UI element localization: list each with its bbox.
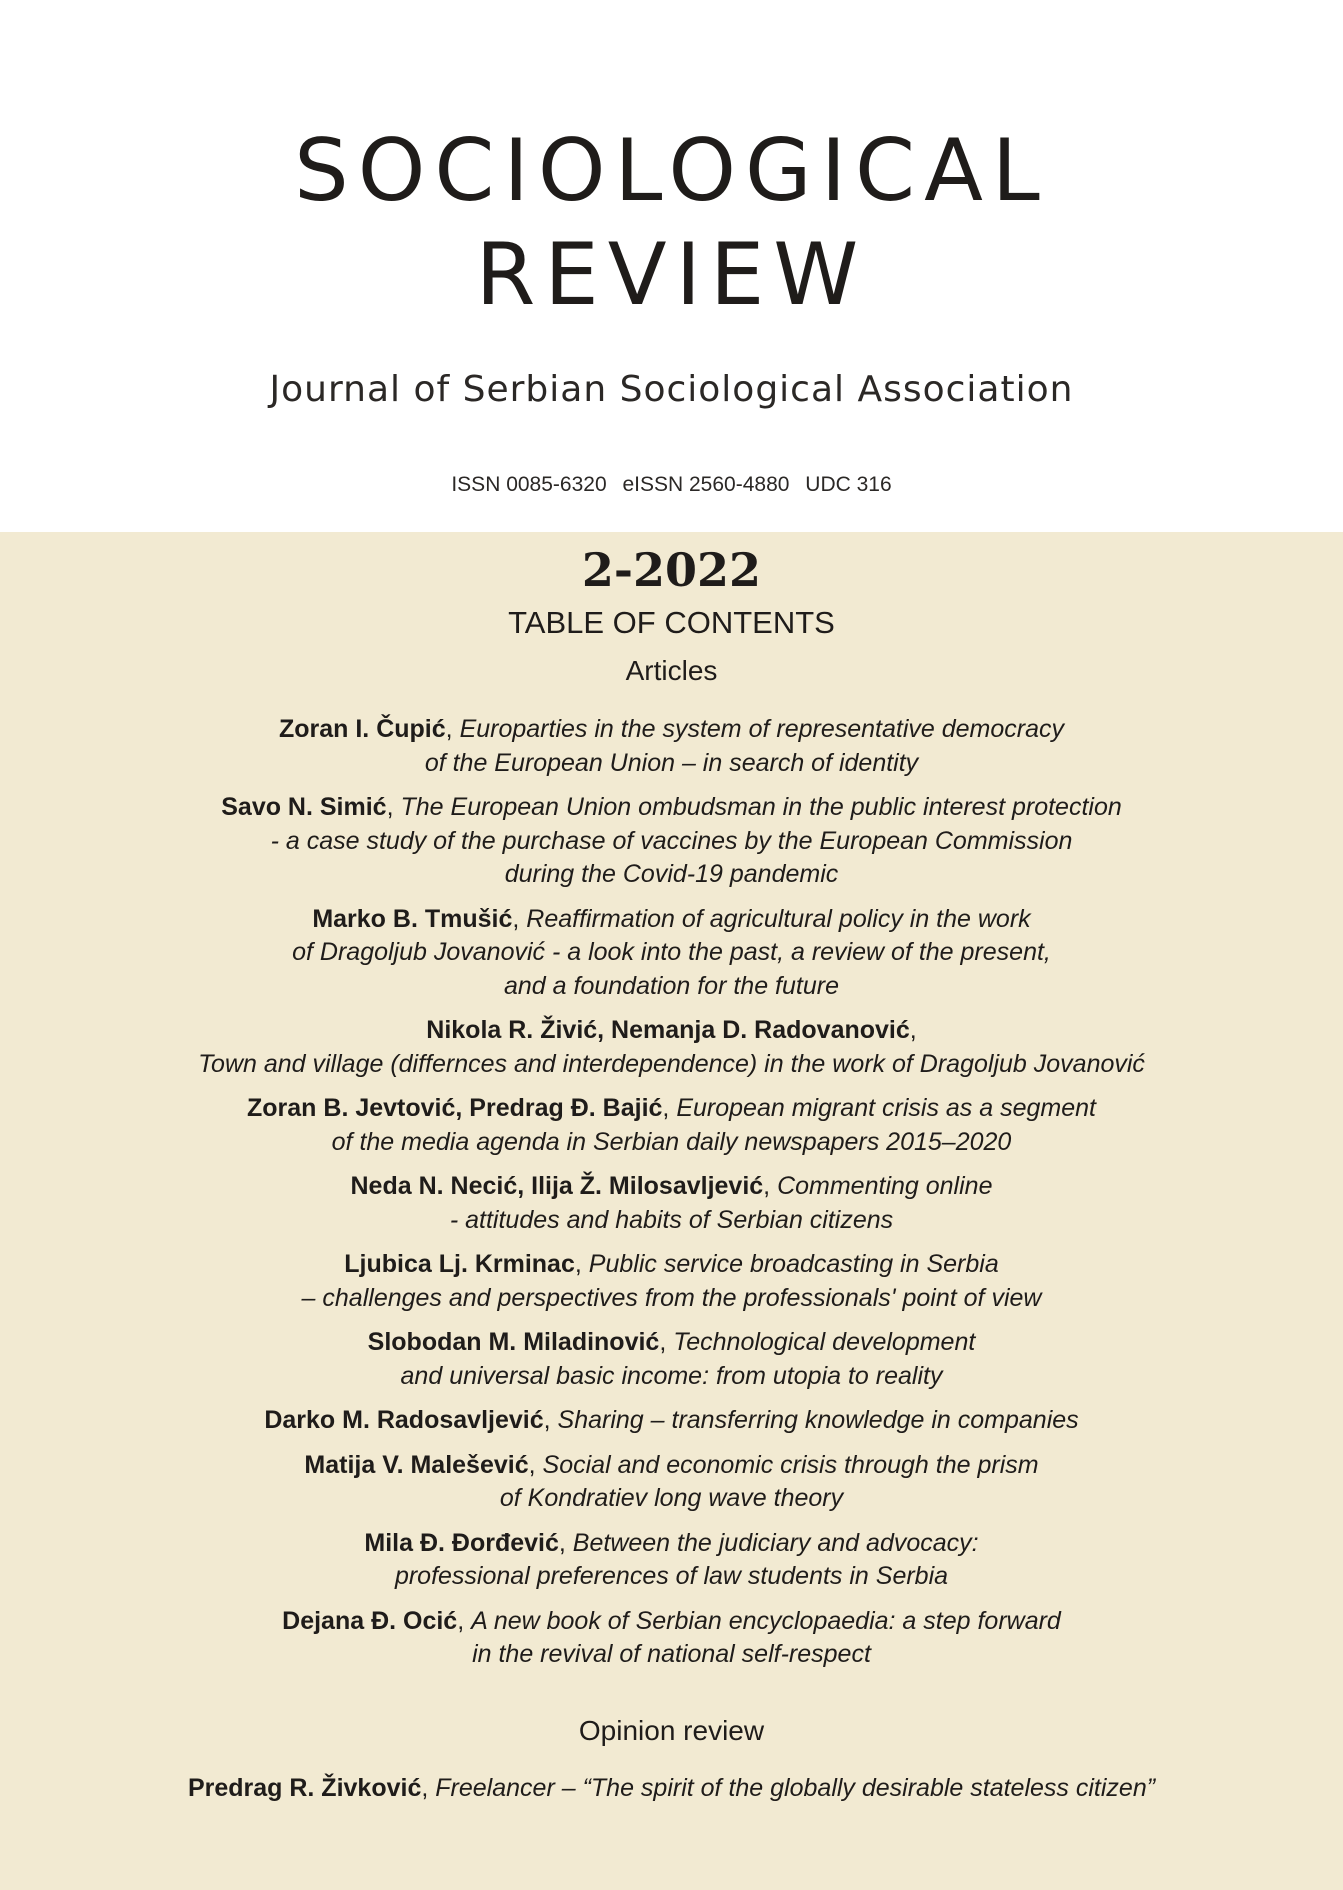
articles-list xyxy=(60,713,1283,1683)
article-title-line1: The European Union ombudsman in the public interest protection xyxy=(400,793,1122,821)
article-title-line1: Europarties in the system of representative democracy xyxy=(459,715,1065,743)
article-author: Zoran B. Jevtović, Predrag Đ. Bajić xyxy=(247,1094,663,1122)
issue-number: 2-2022 xyxy=(581,543,762,597)
article-author: Slobodan M. Miladinović xyxy=(367,1328,660,1356)
article-entry xyxy=(60,1449,1283,1516)
article-entry xyxy=(60,1527,1283,1594)
article-title-line2: and universal basic income: from utopia to reality xyxy=(400,1361,943,1390)
article-entry xyxy=(60,1605,1283,1672)
article-separator: , xyxy=(386,793,401,821)
opinion-entry xyxy=(40,1772,1303,1806)
journal-subtitle: Journal of Serbian Sociological Association xyxy=(269,369,1074,410)
journal-title-line2: REVIEW xyxy=(475,225,868,325)
article-entry xyxy=(60,1092,1283,1159)
article-entry xyxy=(60,903,1283,1004)
article-entry xyxy=(60,1170,1283,1237)
article-separator: , xyxy=(528,1450,543,1479)
article-title-line1: Sharing – transferring knowledge in companies xyxy=(557,1406,1079,1434)
article-separator: , xyxy=(909,1016,917,1044)
article-title-line3: during the Covid-19 pandemic xyxy=(504,860,839,888)
article-title-line3: and a foundation for the future xyxy=(504,971,839,1000)
article-title-line1: Reaffirmation of agricultural policy in the work xyxy=(526,904,1031,933)
article-separator: , xyxy=(574,1250,589,1278)
articles-label: Articles xyxy=(625,655,718,686)
article-entry xyxy=(60,1248,1283,1315)
article-title-line1: A new book of Serbian encyclopaedia: a step forward xyxy=(471,1606,1061,1635)
article-author: Darko M. Radosavljević xyxy=(264,1406,544,1434)
article-entry xyxy=(60,1404,1283,1438)
article-author: Marko B. Tmušić xyxy=(312,904,513,933)
udc: UDC 316 xyxy=(805,473,892,496)
article-author: Neda N. Necić, Ilija Ž. Milosavljević xyxy=(350,1172,764,1200)
article-separator: , xyxy=(558,1528,573,1557)
article-title-line2: - attitudes and habits of Serbian citizens xyxy=(449,1205,894,1234)
article-separator: , xyxy=(512,904,527,933)
article-separator: , xyxy=(543,1406,558,1434)
article-title-line1: Between the judiciary and advocacy: xyxy=(572,1528,979,1557)
article-separator: , xyxy=(662,1094,677,1122)
article-title-line2: Town and village (differnces and interdependence) in the work of Dragoljub Jovanović xyxy=(198,1049,1145,1078)
journal-title-line1: SOCIOLOGICAL xyxy=(294,121,1049,221)
article-author: Nikola R. Živić, Nemanja D. Radovanović xyxy=(426,1016,910,1044)
article-author: Zoran I. Čupić xyxy=(278,715,446,743)
article-entry xyxy=(60,1326,1283,1393)
article-title-line1: Technological development xyxy=(673,1328,976,1356)
article-author: Mila Đ. Đorđević xyxy=(364,1528,559,1557)
article-author: Dejana Đ. Ocić xyxy=(282,1606,458,1635)
eissn: eISSN 2560-4880 xyxy=(622,473,790,496)
article-title-line2: of the media agenda in Serbian daily newspapers 2015–2020 xyxy=(331,1127,1012,1156)
article-title-line2: – challenges and perspectives from the professionals' point of view xyxy=(301,1283,1042,1312)
article-title-line1: European migrant crisis as a segment xyxy=(676,1094,1096,1122)
article-entry xyxy=(60,791,1283,892)
article-entry xyxy=(60,1014,1283,1081)
article-separator: , xyxy=(659,1328,674,1356)
article-title-line2: of Dragoljub Jovanović - a look into the past, a review of the present, xyxy=(292,938,1051,966)
article-author: Ljubica Lj. Krminac xyxy=(344,1250,575,1278)
article-author: Savo N. Simić xyxy=(221,793,387,821)
opinion-title: Freelancer – “The spirit of the globally desirable stateless citizen” xyxy=(435,1774,1156,1802)
article-title-line1: Commenting online xyxy=(777,1172,993,1200)
opinion-list xyxy=(40,1772,1303,1817)
article-title-line1: Public service broadcasting in Serbia xyxy=(588,1250,999,1278)
cover-header xyxy=(0,0,1343,532)
article-separator: , xyxy=(457,1606,472,1635)
article-entry xyxy=(60,713,1283,780)
toc-heading: TABLE OF CONTENTS xyxy=(508,605,835,640)
issn-line xyxy=(0,473,1343,497)
article-title-line2: professional preferences of law students in Serbia xyxy=(394,1562,949,1590)
opinion-separator: , xyxy=(421,1774,436,1802)
article-title-line2: of Kondratiev long wave theory xyxy=(499,1484,844,1512)
article-title-line1: Social and economic crisis through the prism xyxy=(542,1450,1039,1479)
article-separator: , xyxy=(763,1172,778,1200)
article-title-line2: of the European Union – in search of identity xyxy=(424,748,919,777)
article-title-line2: - a case study of the purchase of vaccines by the European Commission xyxy=(270,826,1073,855)
opinion-review-label: Opinion review xyxy=(578,1715,765,1746)
article-separator: , xyxy=(445,715,460,743)
article-author: Matija V. Malešević xyxy=(304,1450,529,1479)
article-title-line2: in the revival of national self-respect xyxy=(472,1640,871,1668)
opinion-author: Predrag R. Živković xyxy=(187,1774,422,1802)
issn: ISSN 0085-6320 xyxy=(451,473,607,496)
